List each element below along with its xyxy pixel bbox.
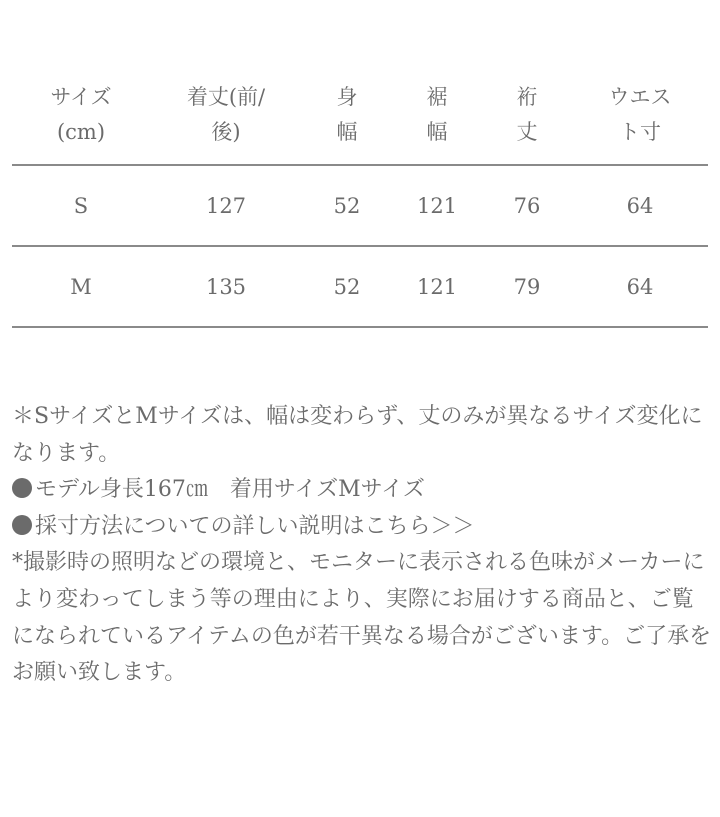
- cell-hem-width: 121: [392, 165, 482, 246]
- header-waist-line1: ウエス: [608, 85, 672, 109]
- header-row: [12, 66, 708, 165]
- size-table: [12, 66, 708, 328]
- header-sleeve-length: [482, 66, 572, 165]
- cell-size: S: [12, 165, 150, 246]
- cell-length: 127: [150, 165, 302, 246]
- bullet-dot-icon: [12, 478, 32, 498]
- color-disclaimer: *撮影時の照明などの環境と、モニターに表示される色味がメーカーにより変わってしまう等の理由により、実際にお届けする商品と、ご覧になられているアイテムの色が若干異なる場合がございます。ご了承をお願い致します。: [12, 550, 712, 686]
- cell-waist: 64: [572, 165, 708, 246]
- table-row: [12, 246, 708, 327]
- cell-hem-width: 121: [392, 246, 482, 327]
- header-hem-width-line1: 裾: [426, 85, 448, 109]
- header-body-width: [302, 66, 392, 165]
- cell-size: M: [12, 246, 150, 327]
- header-hem-width: [392, 66, 482, 165]
- header-size-line2: (cm): [56, 120, 106, 144]
- notes-section: [12, 399, 712, 692]
- cell-waist: 64: [572, 246, 708, 327]
- cell-length: 135: [150, 246, 302, 327]
- header-body-width-line1: 身: [336, 85, 358, 109]
- bullet-dot-icon: [12, 515, 32, 535]
- cell-sleeve-length: 76: [482, 165, 572, 246]
- header-length-line2: 後): [211, 120, 241, 144]
- size-difference-note: ＊SサイズとMサイズは、幅は変わらず、丈のみが異なるサイズ変化になります。: [12, 404, 703, 466]
- model-info-item: [12, 472, 712, 509]
- header-length-line1: 着丈(前/: [186, 85, 266, 109]
- header-waist-line2: ト寸: [619, 120, 661, 144]
- header-waist: [572, 66, 708, 165]
- measurement-link-text[interactable]: 採寸方法についての詳しい説明はこちら＞＞: [35, 513, 475, 539]
- cell-body-width: 52: [302, 246, 392, 327]
- header-body-width-line2: 幅: [336, 120, 358, 144]
- header-size: [12, 66, 150, 165]
- cell-body-width: 52: [302, 165, 392, 246]
- table-row: [12, 165, 708, 246]
- header-sleeve-length-line2: 丈: [516, 120, 538, 144]
- measurement-link-item[interactable]: [12, 509, 712, 546]
- header-sleeve-length-line1: 裄: [516, 85, 538, 109]
- header-hem-width-line2: 幅: [426, 120, 448, 144]
- cell-sleeve-length: 79: [482, 246, 572, 327]
- header-size-line1: サイズ: [50, 85, 112, 109]
- model-info-text: モデル身長167㎝ 着用サイズMサイズ: [35, 477, 425, 503]
- header-length: [150, 66, 302, 165]
